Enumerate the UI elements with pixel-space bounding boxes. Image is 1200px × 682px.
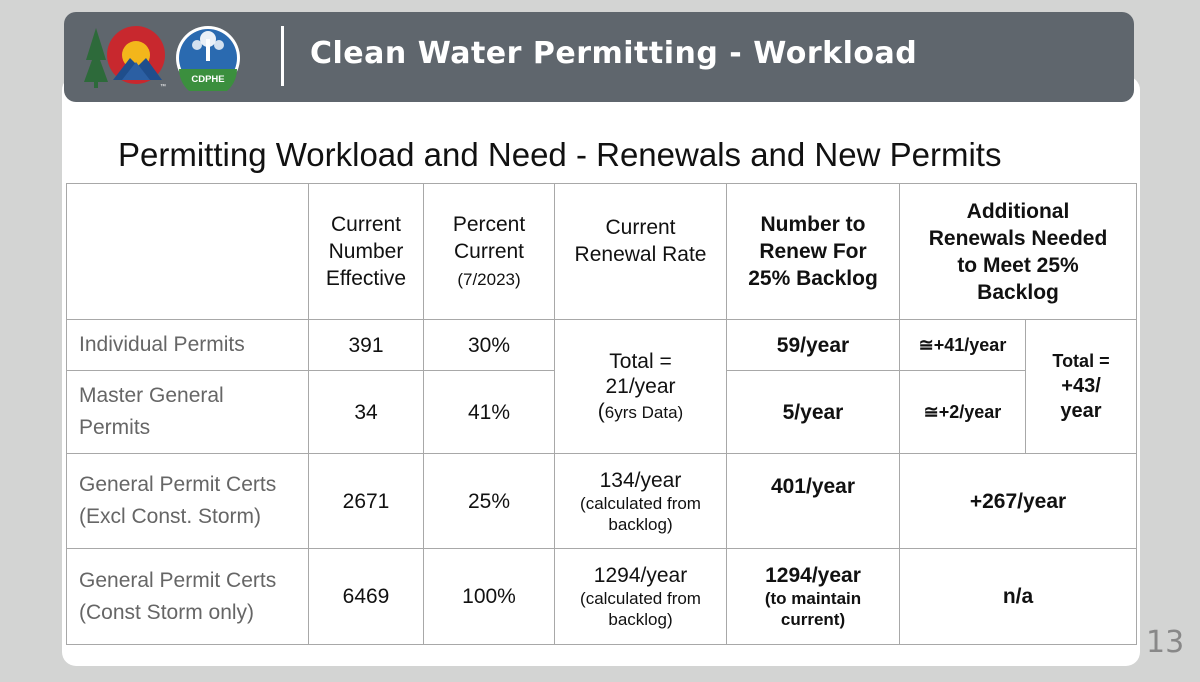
current-number-cell: 2671 [309,454,424,549]
row-label: Individual Permits [67,320,309,371]
header-number-to-renew: Number to Renew For 25% Backlog [727,184,900,320]
slide-title: Permitting Workload and Need - Renewals and New Permits [118,136,1002,173]
table-row-gp-storm [67,549,1137,645]
header-additional-renewals: Additional Renewals Needed to Meet 25% Backlog [900,184,1137,320]
header-empty-cell [67,184,309,320]
page-number: 13 [1146,625,1185,660]
header-current-number: Current Number Effective [309,184,424,320]
workload-table [66,183,1137,645]
percent-current-cell: 30% [424,320,555,371]
additional-cell: ≅+41/year [900,320,1026,371]
additional-cell: n/a [900,549,1137,645]
additional-total-cell: Total = +43/ year [1026,320,1137,454]
renewal-rate-cell: 1294/year (calculated from backlog) [555,549,727,645]
row-label: General Permit Certs (Const Storm only) [67,549,309,645]
additional-cell: ≅+2/year [900,371,1026,454]
to-renew-cell: 401/year [727,454,900,549]
to-renew-cell: 59/year [727,320,900,371]
header-renewal-rate: Current Renewal Rate [555,184,727,320]
to-renew-cell: 5/year [727,371,900,454]
header-divider [281,26,284,86]
renewal-rate-cell: 134/year (calculated from backlog) [555,454,727,549]
table-header-row [67,184,1137,320]
header-title: Clean Water Permitting - Workload [310,36,918,71]
renewal-rate-shared-cell: Total = 21/year (6yrs Data) [555,320,727,454]
current-number-cell: 6469 [309,549,424,645]
row-label: General Permit Certs (Excl Const. Storm) [67,454,309,549]
to-renew-cell: 1294/year (to maintain current) [727,549,900,645]
svg-text:™: ™ [160,84,166,90]
row-label: Master General Permits [67,371,309,454]
colorado-logo-icon [82,24,172,90]
percent-current-cell: 41% [424,371,555,454]
current-number-cell: 34 [309,371,424,454]
percent-current-cell: 100% [424,549,555,645]
table-row-individual [67,320,1137,371]
header-percent-current: Percent Current (7/2023) [424,184,555,320]
additional-cell: +267/year [900,454,1137,549]
percent-current-cell: 25% [424,454,555,549]
table-row-gp-excl [67,454,1137,549]
cdphe-logo-icon [175,25,241,91]
current-number-cell: 391 [309,320,424,371]
svg-text:CDPHE: CDPHE [191,74,225,85]
